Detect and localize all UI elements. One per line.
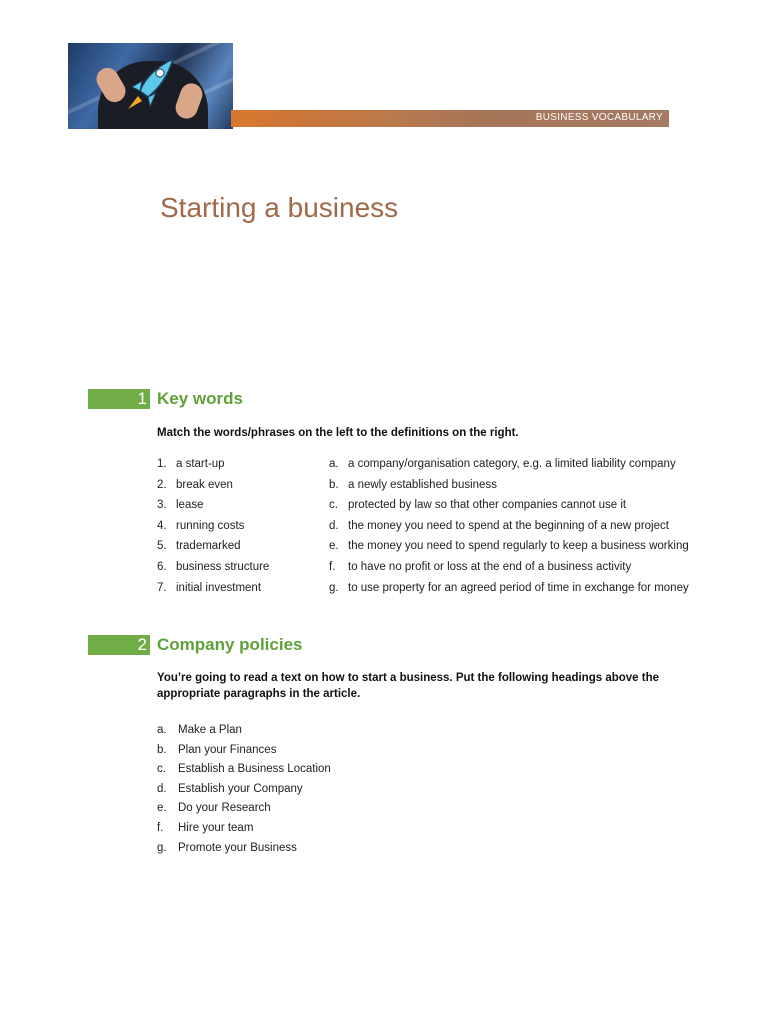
section-1-title: Key words [157, 389, 243, 408]
key-words-list [157, 458, 327, 602]
item-number: 5. [157, 540, 167, 553]
item-text: a newly established business [348, 478, 497, 491]
item-number: 7. [157, 581, 167, 594]
list-item [157, 802, 417, 822]
list-item [157, 520, 327, 541]
list-item [157, 724, 417, 744]
section-1-instruction: Match the words/phrases on the left to the definitions on the right. [157, 427, 519, 439]
item-text: the money you need to spend at the beginning of a new project [348, 519, 669, 532]
item-text: a start-up [176, 458, 225, 470]
item-letter: c. [157, 763, 166, 776]
item-text: Plan your Finances [178, 743, 277, 756]
item-text: a company/organisation category, e.g. a limited liability company [348, 458, 676, 470]
item-text: business structure [176, 560, 270, 573]
list-item [329, 561, 689, 582]
item-letter: e. [329, 540, 339, 553]
item-letter: g. [329, 581, 339, 594]
category-banner [231, 110, 669, 127]
section-2-title: Company policies [157, 635, 303, 654]
list-item [157, 842, 417, 862]
item-number: 1. [157, 458, 167, 470]
section-1-number: 1 [88, 389, 150, 409]
list-item [329, 458, 689, 479]
item-letter: f. [329, 560, 336, 573]
item-letter: d. [329, 519, 339, 532]
list-item [157, 763, 417, 783]
item-text: to use property for an agreed period of time in exchange for money [348, 581, 689, 594]
list-item [157, 458, 327, 479]
list-item [157, 822, 417, 842]
item-letter: f. [157, 821, 164, 834]
item-text: initial investment [176, 581, 262, 594]
list-item [329, 520, 689, 541]
item-text: trademarked [176, 540, 241, 553]
item-text: the money you need to spend regularly to keep a business working [348, 540, 689, 553]
list-item [329, 540, 689, 561]
list-item [329, 499, 689, 520]
section-2-number: 2 [88, 635, 150, 655]
item-letter: b. [157, 743, 167, 756]
item-letter: c. [329, 499, 338, 512]
item-number: 3. [157, 499, 167, 512]
item-letter: b. [329, 478, 339, 491]
item-text: Hire your team [178, 821, 254, 834]
item-letter: a. [329, 458, 339, 470]
item-text: Establish your Company [178, 782, 303, 795]
hands-holding-rocket-image [68, 43, 233, 129]
definitions-list [329, 458, 689, 602]
item-letter: e. [157, 802, 167, 815]
item-letter: g. [157, 841, 167, 854]
list-item [157, 783, 417, 803]
page-title: Starting a business [160, 192, 399, 223]
list-item [157, 561, 327, 582]
item-letter: a. [157, 724, 167, 736]
list-item [329, 582, 689, 603]
item-text: running costs [176, 519, 245, 532]
headings-list [157, 724, 417, 861]
list-item [329, 479, 689, 500]
item-text: break even [176, 478, 233, 491]
list-item [157, 540, 327, 561]
item-text: lease [176, 499, 204, 512]
banner-label: BUSINESS VOCABULARY [535, 112, 663, 123]
section-2-instruction: You’re going to read a text on how to start a business. Put the following headings above the appropriate paragraphs in the article. [157, 672, 660, 700]
item-number: 4. [157, 519, 167, 532]
item-text: to have no profit or loss at the end of a business activity [348, 560, 632, 573]
item-text: Make a Plan [178, 724, 242, 736]
item-text: Do your Research [178, 802, 271, 815]
list-item [157, 744, 417, 764]
list-item [157, 499, 327, 520]
item-letter: d. [157, 782, 167, 795]
item-text: Establish a Business Location [178, 763, 331, 776]
item-number: 6. [157, 560, 167, 573]
item-text: protected by law so that other companies cannot use it [348, 499, 627, 512]
item-text: Promote your Business [178, 841, 297, 854]
rocket-icon [118, 51, 188, 111]
list-item [157, 582, 327, 603]
list-item [157, 479, 327, 500]
item-number: 2. [157, 478, 167, 491]
